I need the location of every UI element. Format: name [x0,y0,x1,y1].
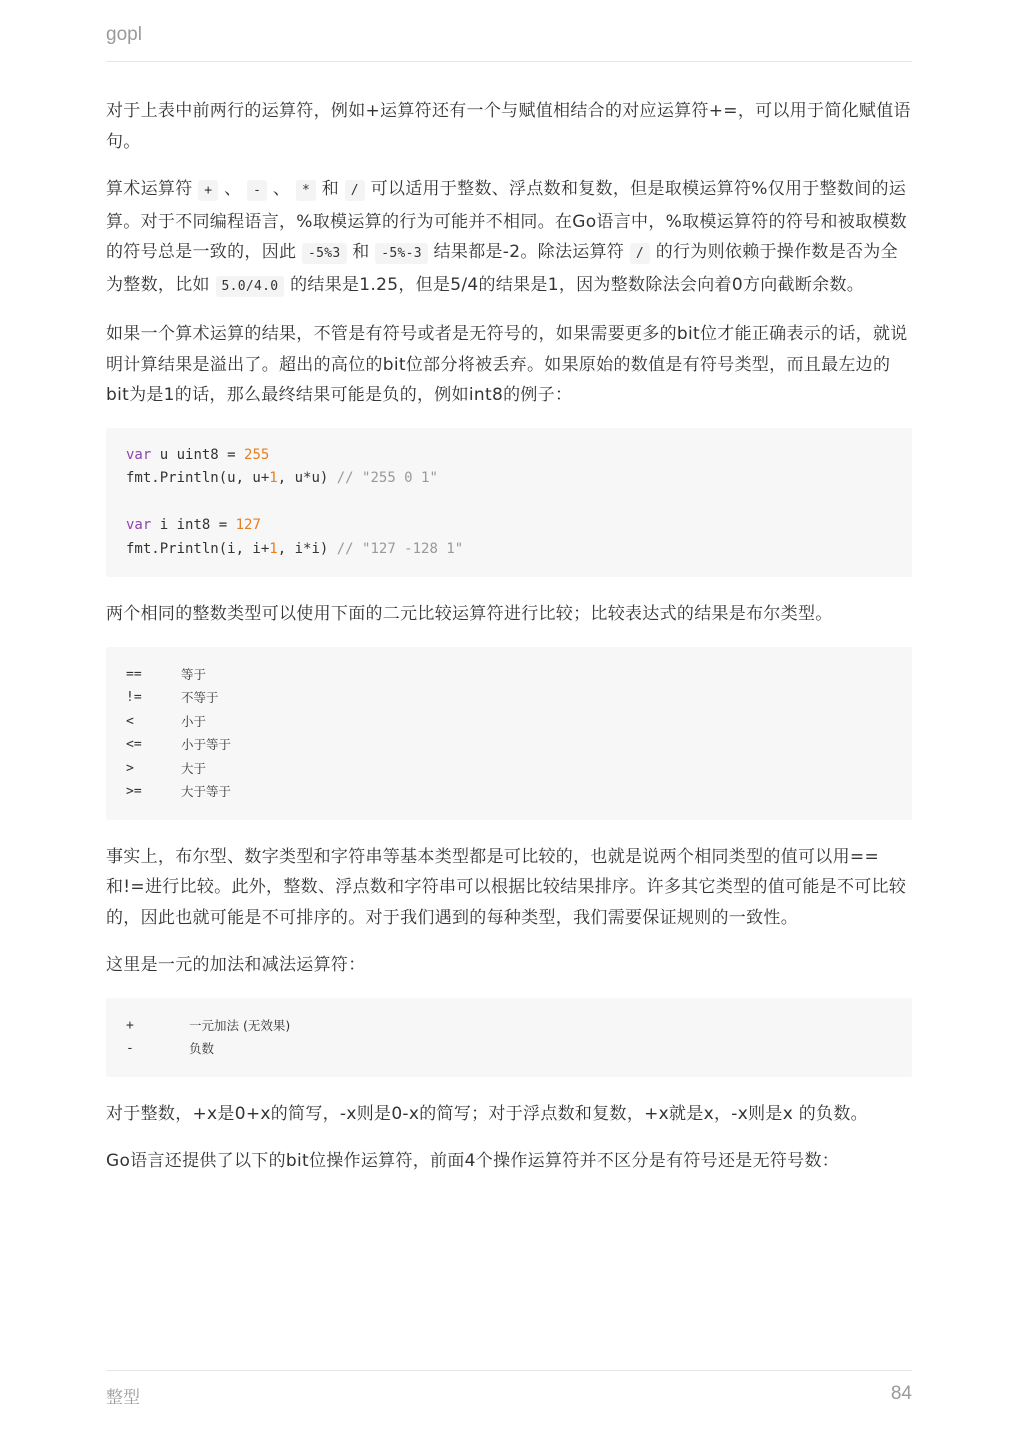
code-block-comparison-operators [106,647,912,820]
operator-row: == 等于 [126,666,207,682]
inline-code: * [296,180,316,201]
paragraph-overflow: 如果一个算术运算的结果，不管是有符号或者是无符号的，如果需要更多的bit位才能正确表示的话，就说明计算结果是溢出了。超出的高位的bit位部分将被丢弃。如果原始的数值是有符号类型，而且最左边的bit为是1的话，那么最终结果可能是负的，例如int8的例子： [106,324,908,405]
paragraph-bitwise-intro: Go语言还提供了以下的bit位操作运算符，前面4个操作运算符并不区分是有符号还是无符号数： [106,1151,840,1171]
paragraph-unary-explanation: 对于整数，+x是0+x的简写，-x则是0-x的简写；对于浮点数和复数，+x就是x，-x则是x 的负数。 [106,1103,868,1124]
page-footer [106,1370,912,1421]
paragraph-compound-assignment: 对于上表中前两行的运算符，例如+运算符还有一个与赋值相结合的对应运算符+=，可以用于简化赋值语句。 [106,101,911,152]
inline-code: + [198,180,218,201]
inline-code: 5.0/4.0 [216,276,285,297]
operator-row: > 大于 [126,760,207,776]
operator-row: <= 小于等于 [126,737,232,752]
inline-code: -5%3 [302,243,347,264]
code-block-overflow-example: var u uint8 = 255 fmt.Println(u, u+1, u*u) // "255 0 1" var i int8 = 127 fmt.Println(i, i+1, i*i) // "127 -128 1" [106,428,912,578]
operator-row: >= 大于等于 [126,784,232,799]
code-block-unary-operators [106,998,912,1077]
operator-row: != 不等于 [126,690,219,705]
paragraph-comparison-intro: 两个相同的整数类型可以使用下面的二元比较运算符进行比较；比较表达式的结果是布尔类型。 [106,604,833,624]
inline-code: / [630,243,650,264]
inline-code: - [247,180,267,201]
operator-row: + 一元加法 (无效果) [126,1017,291,1033]
operator-row: - 负数 [126,1041,215,1056]
section-title: 整型 [106,1388,140,1408]
operator-row: < 小于 [126,713,207,729]
page-content [106,96,912,1194]
inline-code: -5%-3 [375,243,428,264]
book-title: gopl [106,24,142,45]
inline-code: / [345,180,365,201]
paragraph-unary-intro: 这里是一元的加法和减法运算符： [106,955,366,975]
paragraph-comparable-types: 事实上，布尔型、数字类型和字符串等基本类型都是可比较的，也就是说两个相同类型的值可以用==和!=进行比较。此外，整数、浮点数和字符串可以根据比较结果排序。许多其它类型的值可能是不可比较的，因此也就可能是不可排序的。对于我们遇到的每种类型，我们需要保证规则的一致性。 [106,846,907,928]
page-number: 84 [890,1383,912,1404]
paragraph-arithmetic-operators: 算术运算符 + 、 - 、 * 和 / 可以适用于整数、浮点数和复数，但是取模运算符%仅用于整数间的运算。对于不同编程语言，%取模运算的行为可能并不相同。在Go语言中，%取模运算符的符号和被取模数的符号总是一致的，因此 -5%3 和 -5%-3 结果都是-2。除法运算符 / 的行为则依赖于操作数是否为全为整数，比如 5.0/4.0 的结果是1.25，但是5/4的结果是1，因为整数除法会向着0方向截断余数。 [106,179,907,295]
page-header [106,24,912,62]
